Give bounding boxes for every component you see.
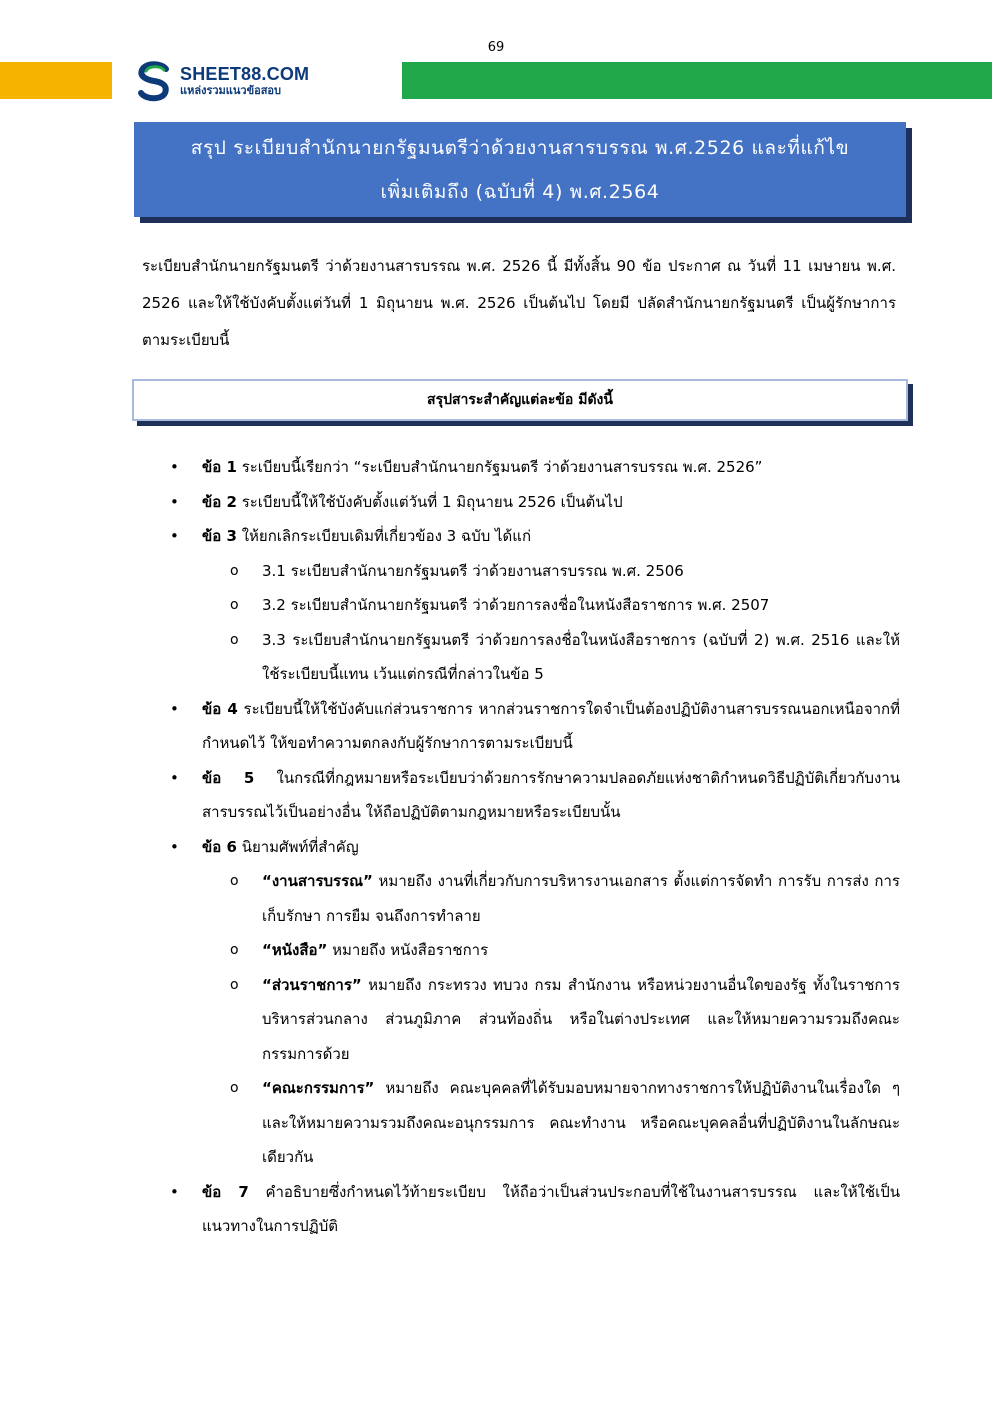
list-item: [170, 830, 900, 865]
definition-term: “งานสารบรรณ”: [262, 872, 373, 890]
list-item: [170, 519, 900, 554]
definition-item: [170, 864, 900, 933]
logo-tagline: แหล่งรวมแนวข้อสอบ: [180, 83, 282, 97]
list-item: [170, 450, 900, 485]
sub-item: o 3.2 ระเบียบสำนักนายกรัฐมนตรี ว่าด้วยการลงชื่อในหนังสือราชการ พ.ศ. 2507: [170, 588, 900, 623]
item-label: ข้อ 6: [202, 837, 237, 856]
list-item: [170, 485, 900, 520]
intro-paragraph: ระเบียบสำนักนายกรัฐมนตรี ว่าด้วยงานสารบรรณ พ.ศ. 2526 นี้ มีทั้งสิ้น 90 ข้อ ประกาศ ณ วันที่ 11 เมษายน พ.ศ. 2526 และให้ใช้บังคับตั้งแต่วันที่ 1 มิถุนายน พ.ศ. 2526 เป็นต้นไป โดยมี ปลัดสำนักนายกรัฐมนตรี เป็นผู้รักษาการตามระเบียบนี้: [142, 257, 896, 349]
item-text: ระเบียบนี้ให้ใช้บังคับตั้งแต่วันที่ 1 มิถุนายน 2526 เป็นต้นไป: [236, 492, 623, 511]
sub-item: o 3.3 ระเบียบสำนักนายกรัฐมนตรี ว่าด้วยการลงชื่อในหนังสือราชการ (ฉบับที่ 2) พ.ศ. 2516 และให้ใช้ระเบียบนี้แทน เว้นแต่กรณีที่กล่าวในข้อ 5: [170, 623, 900, 692]
logo-name: SHEET88.COM: [180, 64, 310, 85]
definition-term: “คณะกรรมการ”: [262, 1079, 375, 1097]
item-text: ระเบียบนี้ให้ใช้บังคับแก่ส่วนราชการ หากส่วนราชการใดจำเป็นต้องปฏิบัติงานสารบรรณนอกเหนือจากที่กำหนดไว้ ให้ขอทำความตกลงกับผู้รักษาการตามระเบียบนี้: [202, 699, 900, 752]
content-list: [170, 450, 900, 1244]
definition-term: “หนังสือ”: [262, 941, 328, 959]
definition-term: “ส่วนราชการ”: [262, 975, 362, 994]
item-label: ข้อ 2: [202, 492, 237, 511]
summary-heading-text: สรุปสาระสำคัญแต่ละข้อ มีดังนี้: [427, 392, 613, 408]
item-label: ข้อ 4: [202, 699, 238, 718]
item-text: คำอธิบายซึ่งกำหนดไว้ท้ายระเบียบ ให้ถือว่าเป็นส่วนประกอบที่ใช้ในงานสารบรรณ และให้ใช้เป็นแนวทางในการปฏิบัติ: [202, 1182, 900, 1235]
item-label: ข้อ 5: [202, 768, 255, 787]
logo: [134, 60, 309, 102]
definition-text: หมายถึง งานที่เกี่ยวกับการบริหารงานเอกสาร ตั้งแต่การจัดทำ การรับ การส่ง การเก็บรักษา การยืม จนถึงการทำลาย: [262, 872, 900, 925]
header-bar-yellow: [0, 62, 112, 99]
definition-text: หมายถึง กระทรวง ทบวง กรม สำนักงาน หรือหน่วยงานอื่นใดของรัฐ ทั้งในราชการบริหารส่วนกลาง ส่วนภูมิภาค ส่วนท้องถิ่น หรือในต่างประเทศ และให้หมายความรวมถึงคณะกรรมการด้วย: [262, 975, 900, 1063]
page-number: 69: [487, 40, 505, 55]
definition-item: [170, 968, 900, 1072]
item-text: นิยามศัพท์ที่สำคัญ: [236, 837, 359, 856]
list-item: [170, 761, 900, 830]
logo-icon: [134, 60, 174, 102]
item-text: ระเบียบนี้เรียกว่า “ระเบียบสำนักนายกรัฐมนตรี ว่าด้วยงานสารบรรณ พ.ศ. 2526”: [236, 458, 763, 476]
item-label: ข้อ 3: [202, 527, 237, 545]
sub-item: o 3.1 ระเบียบสำนักนายกรัฐมนตรี ว่าด้วยงานสารบรรณ พ.ศ. 2506: [170, 554, 900, 589]
item-label: ข้อ 1: [202, 458, 237, 476]
header-bar-green: [402, 62, 992, 99]
title-line-2: เพิ่มเติมถึง (ฉบับที่ 4) พ.ศ.2564: [380, 180, 660, 203]
list-item: [170, 692, 900, 761]
definition-item: [170, 933, 900, 968]
list-item: [170, 1175, 900, 1244]
definition-item: [170, 1071, 900, 1175]
title-line-1: สรุป ระเบียบสำนักนายกรัฐมนตรีว่าด้วยงานสารบรรณ พ.ศ.2526 และที่แก้ไข: [190, 136, 850, 159]
item-text: ในกรณีที่กฎหมายหรือระเบียบว่าด้วยการรักษาความปลอดภัยแห่งชาติกำหนดวิธีปฏิบัติเกี่ยวกับงานสารบรรณไว้เป็นอย่างอื่น ให้ถือปฏิบัติตามกฎหมายหรือระเบียบนั้น: [202, 768, 900, 821]
item-text: ให้ยกเลิกระเบียบเดิมที่เกี่ยวข้อง 3 ฉบับ ได้แก่: [236, 527, 532, 545]
title-box: [134, 122, 906, 217]
summary-heading: [132, 379, 908, 421]
definition-text: หมายถึง หนังสือราชการ: [327, 941, 489, 959]
item-label: ข้อ 7: [202, 1182, 249, 1201]
definition-text: หมายถึง คณะบุคคลที่ได้รับมอบหมายจากทางราชการให้ปฏิบัติงานในเรื่องใด ๆ และให้หมายความรวมถึงคณะอนุกรรมการ คณะทำงาน หรือคณะบุคคลอื่นที่ปฏิบัติงานในลักษณะเดียวกัน: [262, 1079, 900, 1166]
